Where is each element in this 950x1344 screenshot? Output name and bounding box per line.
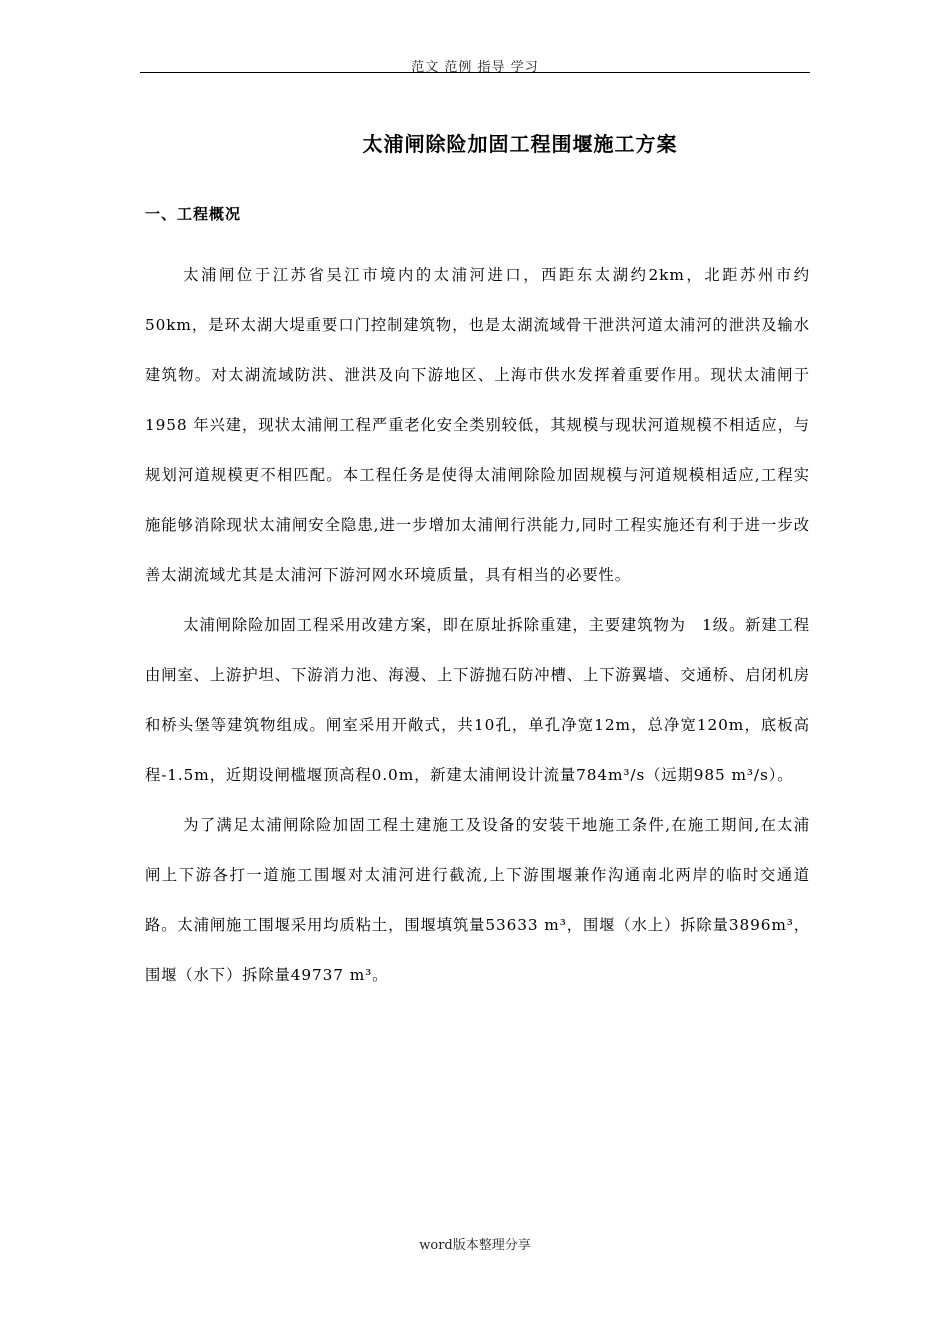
paragraph-2: 太浦闸除险加固工程采用改建方案，即在原址拆除重建，主要建筑物为 1级。新建工程由闸室、上游护坦、下游消力池、海漫、上下游抛石防冲槽、上下游翼墙、交通桥、启闭机房和桥头堡等建筑物组成。闸室采用开敞式，共10孔，单孔净宽12m，总净宽120m，底板高程-1.5m，近期设闸槛堰顶高程0.0m，新建太浦闸设计流量784m³/s（远期985 m³/s）。 [145,616,810,784]
document-title: 太浦闸除险加固工程围堰施工方案 [362,132,678,156]
header-text: 范文 范例 指导 学习 [411,60,539,75]
section-heading: 一、工程概况 [145,205,242,223]
page-footer: word版本整理分享 [419,1238,531,1253]
paragraph-3: 为了满足太浦闸除险加固工程土建施工及设备的安装干地施工条件,在施工期间,在太浦闸上下游各打一道施工围堰对太浦河进行截流,上下游围堰兼作沟通南北两岸的临时交通道路。太浦闸施工围堰采用均质粘土，围堰填筑量53633 m³，围堰（水上）拆除量3896m³，围堰（水下）拆除量49737 m³。 [145,816,810,984]
header-divider [140,72,810,73]
document-body [145,250,810,1000]
paragraph-1: 太浦闸位于江苏省吴江市境内的太浦河进口，西距东太湖约2km，北距苏州市约 50km，是环太湖大堤重要口门控制建筑物，也是太湖流域骨干泄洪河道太浦河的泄洪及输水建筑物。对太湖流域防洪、泄洪及向下游地区、上海市供水发挥着重要作用。现状太浦闸于 1958 年兴建，现状太浦闸工程严重老化安全类别较低，其规模与现状河道规模不相适应，与规划河道规模更不相匹配。本工程任务是使得太浦闸除险加固规模与河道规模相适应,工程实施能够消除现状太浦闸安全隐患,进一步增加太浦闸行洪能力,同时工程实施还有利于进一步改善太湖流域尤其是太浦河下游河网水环境质量，具有相当的必要性。 [145,266,810,584]
